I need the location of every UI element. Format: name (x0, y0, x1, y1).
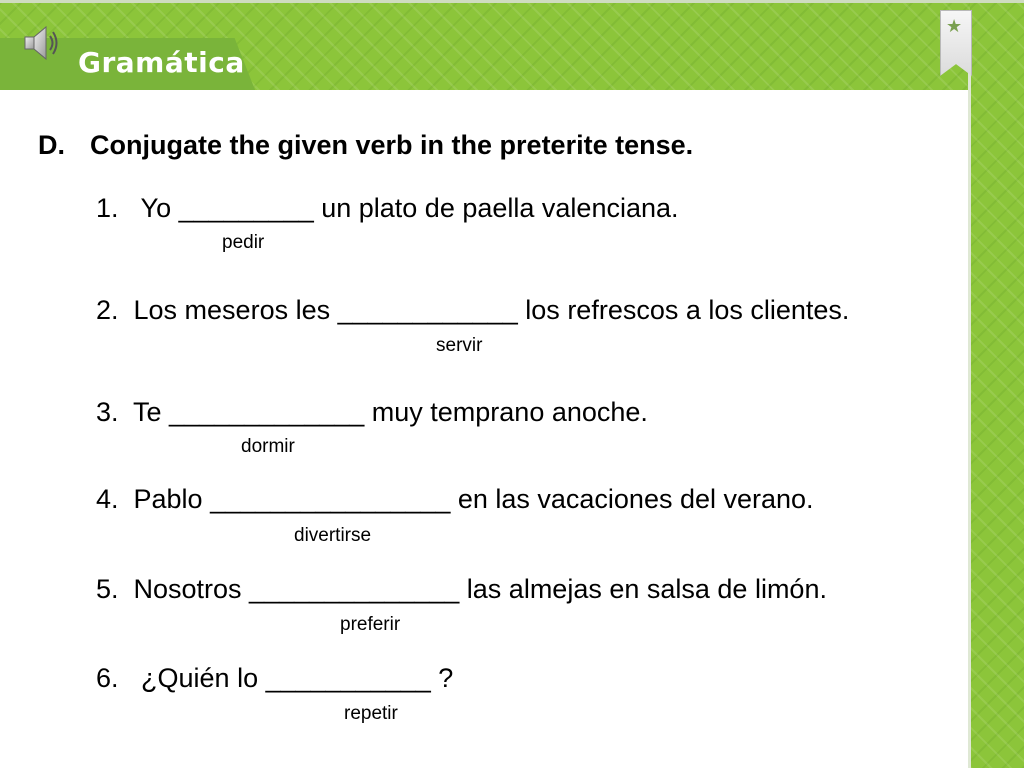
exercise-item-6: 6. ¿Quién lo ___________ ? (96, 663, 454, 693)
page-title: Gramática (78, 46, 245, 79)
top-edge-line (0, 0, 1024, 3)
exercise-item-4: 4. Pablo ________________ en las vacaciones del verano. (96, 484, 814, 514)
exercise-letter: D. (38, 130, 65, 160)
exercise-item-3: 3. Te _____________ muy temprano anoche. (96, 397, 648, 427)
exercise-heading (38, 130, 693, 161)
exercise-item-5: 5. Nosotros ______________ las almejas en salsa de limón. (96, 574, 827, 604)
verb-hint-6: repetir (344, 703, 398, 724)
verb-hint-1: pedir (222, 232, 265, 253)
verb-hint-5: preferir (340, 614, 401, 635)
speaker-icon[interactable] (20, 22, 62, 64)
exercise-item-1: 1. Yo _________ un plato de paella valenciana. (96, 193, 679, 223)
verb-hint-4: divertirse (294, 525, 372, 546)
exercise-item-2: 2. Los meseros les ____________ los refrescos a los clientes. (96, 295, 850, 325)
content-right-edge (968, 60, 971, 768)
verb-hint-3: dormir (241, 436, 295, 457)
exercise-instruction: Conjugate the given verb in the preterite tense. (90, 130, 694, 160)
right-pattern-band (970, 0, 1024, 768)
verb-hint-2: servir (436, 335, 483, 356)
star-icon: ★ (946, 16, 963, 36)
